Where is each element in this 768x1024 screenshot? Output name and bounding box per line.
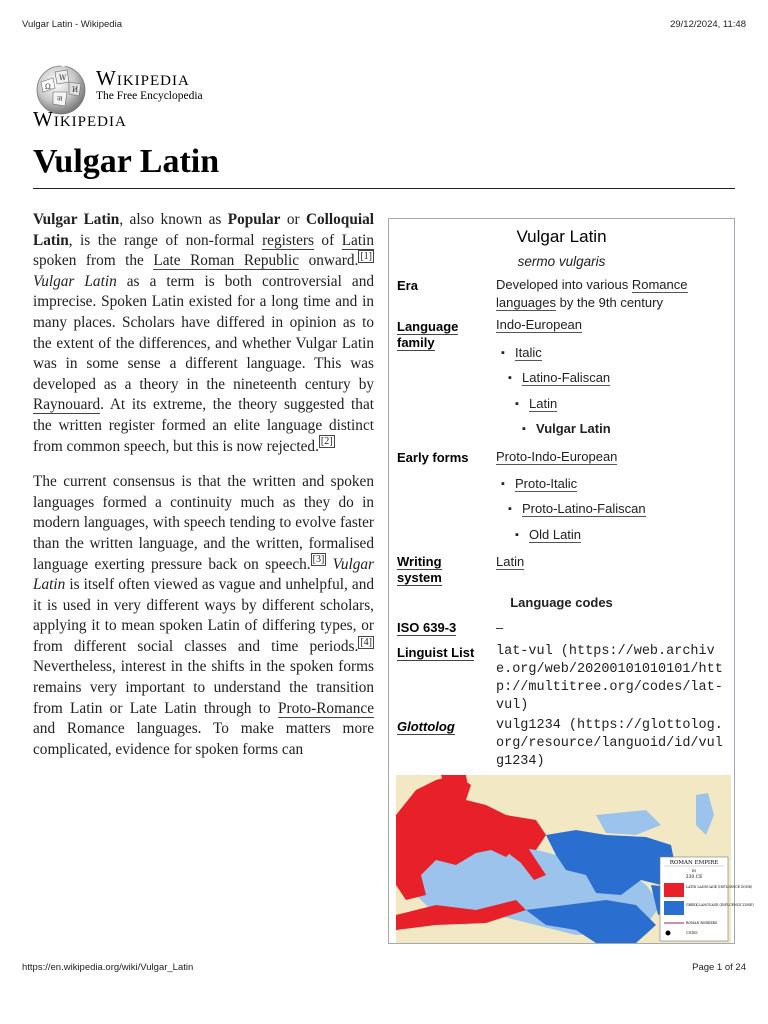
family-item bbox=[515, 345, 542, 361]
early-forms-label: Early forms bbox=[397, 450, 469, 465]
link-old-latin[interactable]: Old Latin bbox=[529, 527, 582, 542]
link-latino-faliscan[interactable]: Latino-Faliscan bbox=[522, 370, 611, 385]
print-title: Vulgar Latin - Wikipedia bbox=[22, 19, 122, 30]
citation-label[interactable]: [4] bbox=[360, 636, 372, 648]
iso-639-3-label[interactable] bbox=[397, 620, 456, 636]
link-latin-script[interactable]: Latin bbox=[496, 554, 525, 569]
roman-empire-language-map[interactable] bbox=[396, 775, 754, 943]
text: , also known as bbox=[119, 211, 228, 228]
citation-2[interactable] bbox=[319, 435, 335, 448]
text: . At its extreme, the theory suggested that the written register formed an elite language distinct from common speech, but this is now rejected. bbox=[33, 396, 374, 455]
legend-year: 330 CE bbox=[685, 875, 703, 880]
infobox-title: Vulgar Latin bbox=[516, 227, 607, 246]
citation-label[interactable]: [2] bbox=[320, 436, 333, 448]
link-proto-romance[interactable]: Proto-Romance bbox=[277, 699, 374, 717]
bold-term: Vulgar Latin bbox=[33, 211, 120, 228]
article-body bbox=[33, 210, 374, 775]
label-text[interactable]: Linguist List bbox=[397, 645, 475, 660]
svg-text:Ω: Ω bbox=[45, 83, 51, 91]
svg-text:И: И bbox=[72, 86, 79, 94]
legend-title: ROMAN EMPIRE bbox=[669, 860, 719, 866]
early-item bbox=[515, 476, 577, 492]
citation-3[interactable] bbox=[311, 553, 327, 566]
family-root bbox=[496, 316, 728, 334]
iso-value: – bbox=[496, 620, 504, 635]
legend-latin-swatch bbox=[664, 883, 684, 897]
text: Developed into various bbox=[496, 277, 632, 292]
print-url: https://en.wikipedia.org/wiki/Vulgar_Latin bbox=[22, 962, 194, 973]
paragraph-1 bbox=[33, 210, 374, 457]
linguist-list-value[interactable]: lat-vul (https://web.archive.org/web/20200101010101/http://multitree.org/codes/lat-vul) bbox=[496, 644, 723, 713]
legend-greek: GREEK LANGUAGE (INFLUENCE ZONE) bbox=[686, 903, 754, 907]
link-proto-latino-faliscan[interactable]: Proto-Latino-Faliscan bbox=[522, 501, 646, 516]
family-item bbox=[529, 396, 557, 412]
wikipedia-wordmark-secondary[interactable]: Wikipedia bbox=[33, 107, 127, 131]
legend-in: IN bbox=[691, 869, 697, 873]
link-italic[interactable]: Italic bbox=[515, 345, 542, 360]
text: is itself often viewed as vague and unhelpful, and it is used in very different ways by different scholars, applying it to mean spoken Latin of differing types, or from different social classes and time periods. bbox=[33, 576, 374, 655]
era-label: Era bbox=[397, 278, 418, 293]
citation-1[interactable] bbox=[358, 250, 374, 263]
print-footer bbox=[22, 962, 746, 974]
citation-label[interactable]: [1] bbox=[360, 251, 372, 263]
family-item-current: ▪ Vulgar Latin bbox=[536, 421, 611, 437]
infobox bbox=[388, 218, 754, 944]
glottolog-label[interactable] bbox=[397, 719, 455, 735]
linguist-list-label[interactable] bbox=[397, 645, 474, 661]
svg-text:ज: ज bbox=[57, 95, 63, 103]
early-item bbox=[529, 527, 581, 543]
link-proto-italic[interactable]: Proto-Italic bbox=[515, 476, 578, 491]
link-registers[interactable]: registers bbox=[262, 231, 314, 249]
page-title: Vulgar Latin bbox=[33, 143, 220, 180]
bold-term: Popular bbox=[227, 211, 281, 228]
text: and Romance languages. To make matters more complicated, evidence for spoken forms can bbox=[33, 720, 374, 758]
paragraph-2 bbox=[33, 472, 374, 760]
link-indo-european[interactable]: Indo-European bbox=[496, 317, 583, 332]
early-item bbox=[522, 501, 646, 517]
writing-value bbox=[496, 553, 728, 571]
glottolog-value[interactable]: vulg1234 (https://glottolog.org/resource/languoid/id/vulg1234) bbox=[496, 718, 723, 769]
italic-term: Vulgar Latin bbox=[33, 555, 374, 594]
legend-cities: CITIES bbox=[686, 931, 698, 935]
print-page-number: Page 1 of 24 bbox=[692, 962, 746, 973]
text: by the 9th century bbox=[556, 295, 663, 310]
svg-text:W: W bbox=[59, 74, 67, 82]
link-latin[interactable]: Latin bbox=[529, 396, 558, 411]
link-latin[interactable]: Latin bbox=[341, 231, 374, 249]
legend-greek-swatch bbox=[664, 901, 684, 915]
writing-system-label[interactable] bbox=[397, 554, 467, 586]
text: The current consensus is that the written and spoken languages formed a continuity much as they do in modern languages, with speech tending to evolve faster than the written language, and the written, formalised language exerting pressure back on speech. bbox=[33, 473, 374, 573]
citation-label[interactable]: [3] bbox=[312, 554, 325, 566]
text: , is the range of non-formal bbox=[68, 231, 263, 249]
text: of bbox=[313, 231, 342, 249]
wikipedia-tagline: The Free Encyclopedia bbox=[96, 90, 203, 102]
language-codes-heading: Language codes bbox=[510, 595, 613, 610]
legend-borders: ROMAN BORDERS bbox=[686, 921, 718, 925]
link-raynouard[interactable]: Raynouard bbox=[33, 396, 101, 414]
label-text[interactable]: ISO 639-3 bbox=[397, 620, 457, 635]
link-proto-indo-european[interactable]: Proto-Indo-European bbox=[496, 449, 618, 464]
italic-term: Vulgar Latin bbox=[33, 272, 117, 290]
text: or bbox=[280, 211, 306, 228]
link-romance-languages[interactable]: Romance languages bbox=[496, 277, 688, 310]
era-value bbox=[496, 276, 728, 312]
legend-city-dot bbox=[666, 931, 671, 936]
language-family-label[interactable] bbox=[397, 319, 487, 351]
label-text[interactable]: Writing system bbox=[397, 554, 442, 585]
print-header bbox=[22, 19, 746, 31]
map-legend bbox=[660, 857, 754, 941]
early-root bbox=[496, 448, 728, 466]
label-text[interactable]: Glottolog bbox=[397, 719, 455, 734]
print-datetime: 29/12/2024, 11:48 bbox=[670, 19, 746, 30]
citation-4[interactable] bbox=[358, 636, 374, 649]
wikipedia-wordmark[interactable]: Wikipedia bbox=[96, 66, 190, 90]
label-text[interactable]: Language family bbox=[397, 319, 459, 350]
text: as a term is both controversial and imprecise. Spoken Latin existed for a long time and in many places. Scholars have differed in opinion as to the extent of the differences, and whether Vulgar Latin was in some sense a different language. This was developed as a theory in the nineteenth century by bbox=[33, 272, 374, 393]
bold-term: Colloquial Latin bbox=[33, 211, 374, 249]
title-divider bbox=[33, 188, 735, 189]
text: onward. bbox=[299, 252, 359, 270]
text: Nevertheless, interest in the shifts in the spoken forms remains very important to understand the transition from Latin or Late Latin through to bbox=[33, 658, 374, 717]
link-late-roman-republic[interactable]: Late Roman Republic bbox=[153, 252, 300, 270]
infobox-subtitle: sermo vulgaris bbox=[517, 254, 606, 269]
legend-latin: LATIN LANGUAGE (INFLUENCE ZONE) bbox=[686, 885, 753, 889]
text: spoken from the bbox=[33, 252, 154, 270]
family-item bbox=[522, 370, 610, 386]
